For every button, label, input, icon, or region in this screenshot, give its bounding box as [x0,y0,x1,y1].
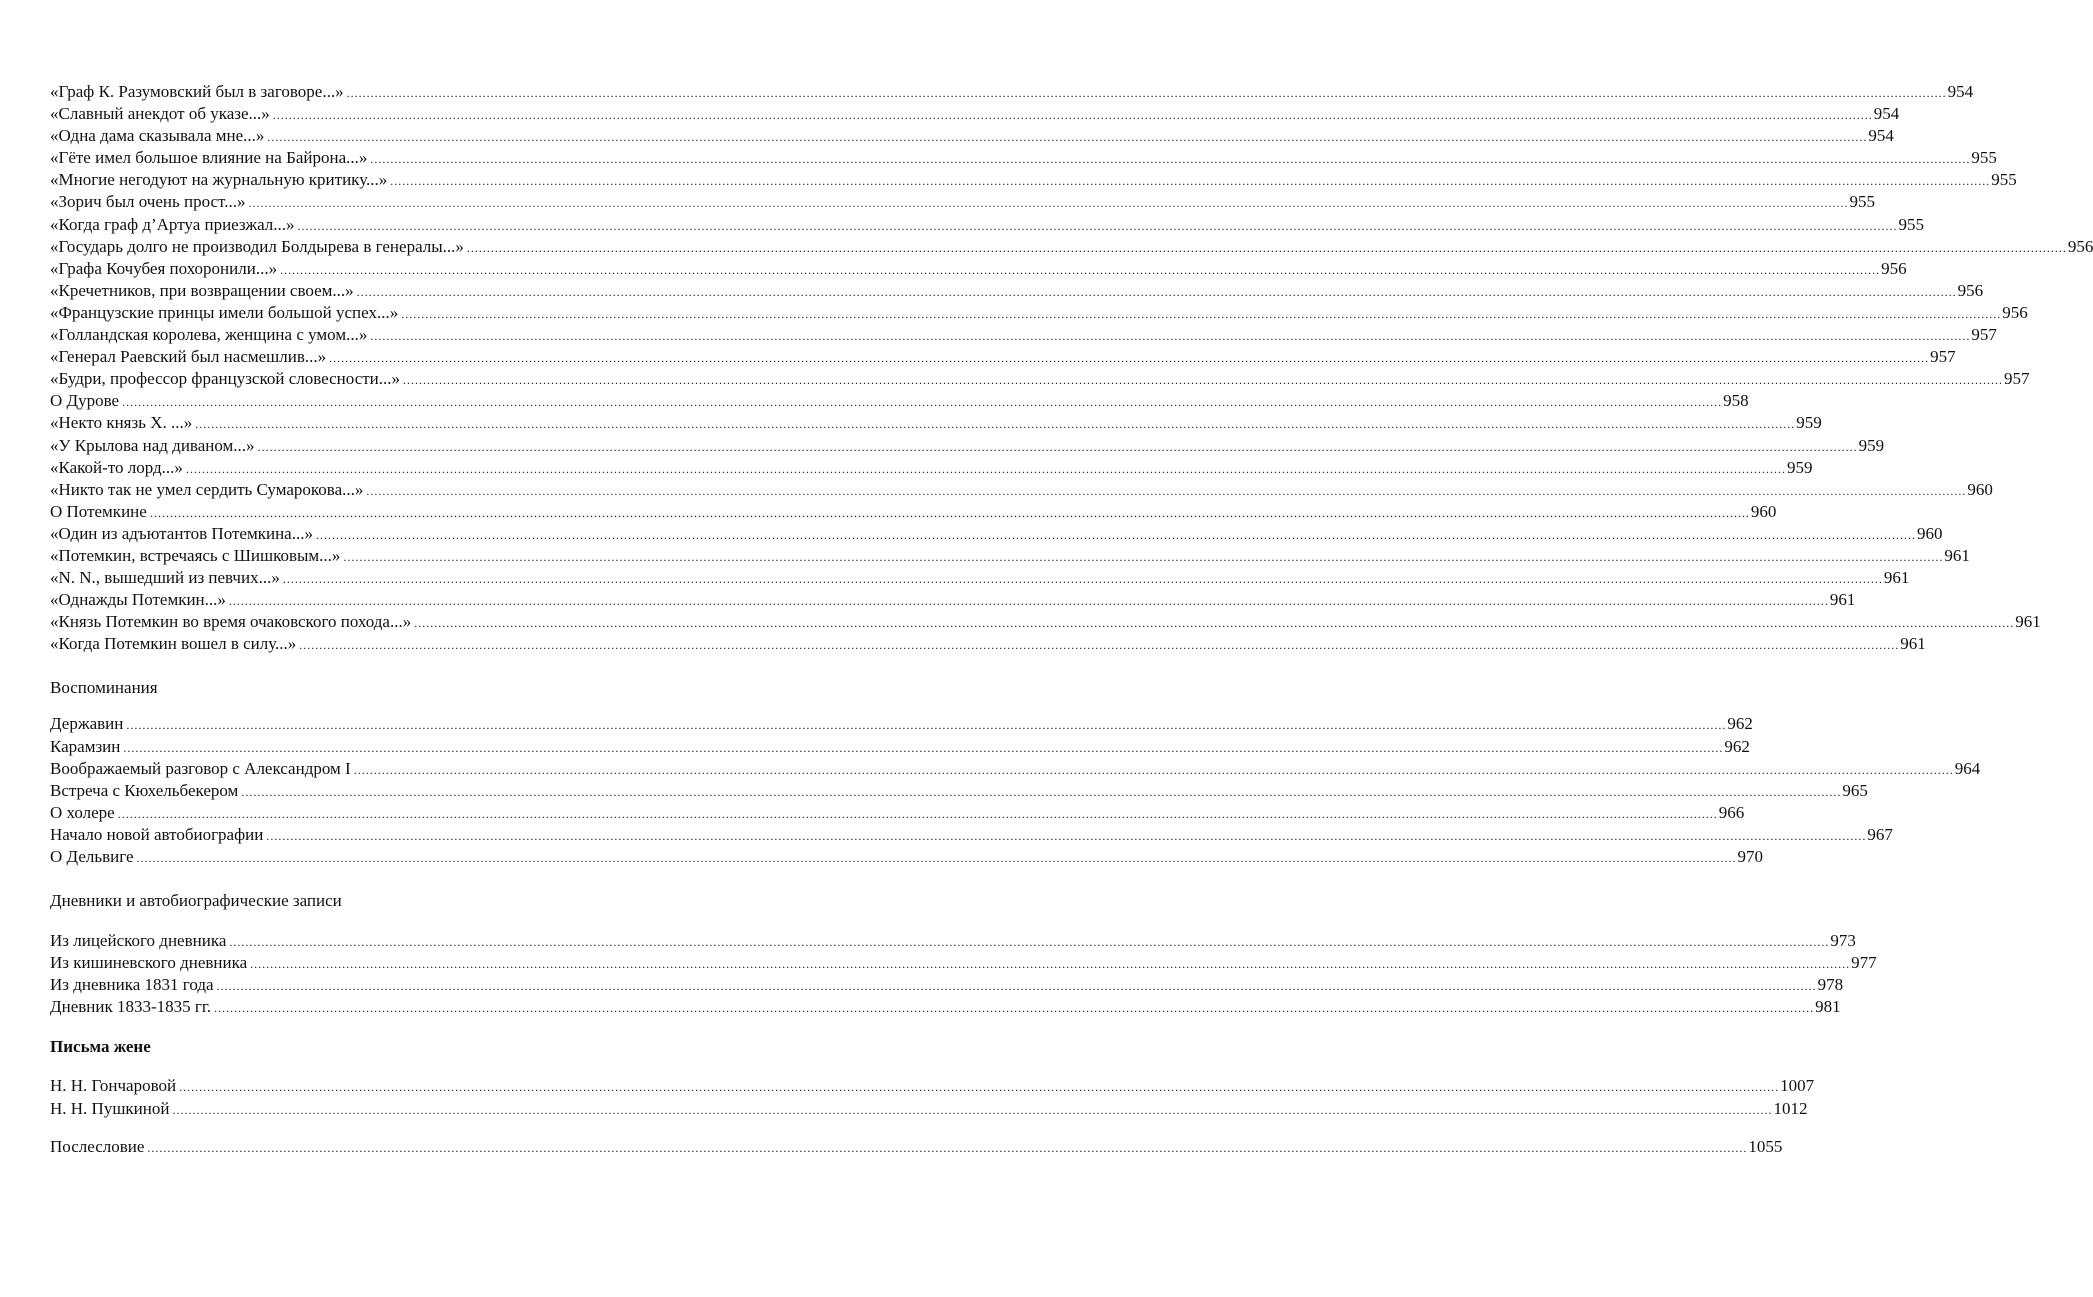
entry-title: «Граф К. Разумовский был в заговоре...» [50,82,344,101]
entry-page: 959 [1786,457,1813,477]
entry-page: 961 [1900,634,1926,654]
toc-entry [50,501,1777,523]
entry-title: Встреча с Кюхельбекером [50,780,239,800]
toc-entry [50,758,1981,780]
toc-entry [50,1098,1808,1120]
leader-dots: ................................................................................................................................................................................................................................................................................................................................................................................................................ [122,395,1723,410]
toc-entry [50,479,1993,501]
toc-entry [50,236,2093,258]
entry-title: «Генерал Раевский был насмешлив...» [50,347,327,367]
letters-section [50,1075,1815,1119]
entry-title: Из дневника 1831 года [50,975,214,995]
entry-page: 1055 [1748,1136,1783,1156]
leader-dots: ................................................................................................................................................................................................................................................................................................................................................................................................................ [228,594,1829,609]
memoirs-heading: Воспоминания [50,678,158,698]
toc-entry [50,824,1893,846]
entry-title: Карамзин [50,736,121,756]
entry-page: 956 [2067,236,2093,256]
toc-entry [50,611,2041,633]
entry-page: 977 [1851,953,1877,973]
leader-dots: ................................................................................................................................................................................................................................................................................................................................................................................................................ [346,86,1947,100]
toc-entry [50,412,1822,434]
entry-page: 959 [1796,413,1822,433]
entry-title: Из кишиневского дневника [50,953,248,973]
entry-page: 962 [1727,714,1753,734]
entry-page: 973 [1830,931,1856,951]
entry-page: 1007 [1780,1076,1815,1096]
entry-page: 978 [1817,975,1844,995]
entry-title: «Славный анекдот об указе...» [50,104,270,124]
entry-title: «Потемкин, встречаясь с Шишковым...» [50,545,341,565]
leader-dots: ................................................................................................................................................................................................................................................................................................................................................................................................................ [370,152,1971,167]
entry-title: «Зорич был очень прост...» [50,192,246,212]
entry-title: «Одна дама сказывала мне...» [50,126,265,146]
table-of-contents [50,81,2093,1158]
entry-page: 959 [1858,435,1885,455]
toc-entry [50,147,1997,169]
toc-entry [50,523,1943,545]
leader-dots: ................................................................................................................................................................................................................................................................................................................................................................................................................ [123,740,1724,755]
toc-entry [50,125,1894,147]
entry-page: 955 [1971,148,1997,168]
leader-dots: ................................................................................................................................................................................................................................................................................................................................................................................................................ [216,979,1817,994]
entry-page: 965 [1842,780,1868,800]
leader-dots: ................................................................................................................................................................................................................................................................................................................................................................................................................ [297,218,1898,233]
diaries-heading: Дневники и автобиографические записи [50,891,342,911]
letters-heading: Письма жене [50,1037,151,1057]
toc-entry [50,258,1907,280]
toc-entry [50,930,1856,952]
toc-entry [50,633,1926,655]
toc-entry [50,974,1844,996]
entry-page: 961 [1829,590,1856,610]
toc-entry [50,736,1750,758]
entry-page: 957 [2004,369,2030,389]
entry-page: 956 [1881,258,1907,278]
entry-page: 955 [1849,192,1875,212]
entry-title: Державин [50,714,124,734]
entry-title: «Многие негодуют на журнальную критику...» [50,170,388,190]
toc-entry [50,457,1813,479]
toc-entry [50,846,1764,868]
entry-page: 970 [1737,847,1764,866]
entry-title: Дневник 1833-1835 гг. [50,997,212,1017]
toc-entry [50,302,2028,324]
entry-title: Н. Н. Пушкиной [50,1098,170,1118]
entry-page: 954 [1868,126,1894,146]
entry-title: «Никто так не умел сердить Сумарокова...» [50,479,364,499]
entry-page: 960 [1967,479,1993,499]
memoirs-section [50,713,1981,868]
entry-title: «Один из адъютантов Потемкина...» [50,523,313,543]
leader-dots: ................................................................................................................................................................................................................................................................................................................................................................................................................ [356,284,1957,299]
entry-page: 960 [1916,523,1943,543]
leader-dots: ................................................................................................................................................................................................................................................................................................................................................................................................................ [229,935,1830,950]
leader-dots: ................................................................................................................................................................................................................................................................................................................................................................................................................ [266,828,1867,843]
entry-title: «Однажды Потемкин...» [50,590,226,610]
leader-dots: ................................................................................................................................................................................................................................................................................................................................................................................................................ [329,351,1930,366]
toc-entry [50,81,1974,103]
leader-dots: ................................................................................................................................................................................................................................................................................................................................................................................................................ [149,505,1750,520]
entry-title: «Какой-то лорд...» [50,457,183,477]
entry-title: «N. N., вышедший из певчих...» [50,568,280,588]
entry-title: Н. Н. Гончаровой [50,1076,177,1096]
leader-dots: ................................................................................................................................................................................................................................................................................................................................................................................................................ [280,262,1881,277]
entry-page: 955 [1991,170,2017,190]
entry-page: 961 [1883,568,1910,588]
leader-dots: ................................................................................................................................................................................................................................................................................................................................................................................................................ [241,784,1842,799]
leader-dots: ................................................................................................................................................................................................................................................................................................................................................................................................................ [250,957,1851,972]
leader-dots: ................................................................................................................................................................................................................................................................................................................................................................................................................ [179,1080,1780,1095]
entry-title: О холере [50,802,115,822]
leader-dots: ................................................................................................................................................................................................................................................................................................................................................................................................................ [117,806,1718,821]
leader-dots: ................................................................................................................................................................................................................................................................................................................................................................................................................ [414,616,2015,631]
entry-title: «Кречетников, при возвращении своем...» [50,280,354,300]
leader-dots: ................................................................................................................................................................................................................................................................................................................................................................................................................ [126,718,1727,733]
toc-entry [50,589,1856,611]
toc-entry [50,802,1745,824]
entry-title: Воображаемый разговор с Александром I [50,758,351,778]
entry-title: «Когда граф д’Артуа приезжал...» [50,214,295,234]
entry-title: Начало новой автобиографии [50,824,264,844]
entry-title: «Некто князь Х. ...» [50,413,193,433]
leader-dots: ................................................................................................................................................................................................................................................................................................................................................................................................................ [353,762,1954,777]
leader-dots: ................................................................................................................................................................................................................................................................................................................................................................................................................ [272,108,1873,123]
leader-dots: ................................................................................................................................................................................................................................................................................................................................................................................................................ [403,373,2004,388]
toc-entry-afterword [50,1136,1783,1158]
leader-dots: ................................................................................................................................................................................................................................................................................................................................................................................................................ [248,196,1849,211]
entry-page: 966 [1718,802,1745,822]
toc-entry [50,780,1868,802]
entry-title: «Графа Кочубея похоронили...» [50,258,278,278]
leader-dots: ................................................................................................................................................................................................................................................................................................................................................................................................................ [315,527,1916,542]
leader-dots: ................................................................................................................................................................................................................................................................................................................................................................................................................ [172,1102,1773,1117]
entry-title: О Потемкине [50,501,147,521]
entry-page: 961 [2015,612,2041,632]
entry-title: «Голландская королева, женщина с умом...» [50,325,368,345]
entry-title: «Государь долго не производил Болдырева в генералы...» [50,236,464,256]
leader-dots: ................................................................................................................................................................................................................................................................................................................................................................................................................ [282,572,1883,587]
entry-title: О Дурове [50,391,120,411]
leader-dots: ................................................................................................................................................................................................................................................................................................................................................................................................................ [147,1140,1748,1155]
entry-page: 956 [1957,280,1984,300]
toc-entry [50,567,1910,589]
entry-title: «Гёте имел большое влияние на Байрона...» [50,148,368,168]
leader-dots: ................................................................................................................................................................................................................................................................................................................................................................................................................ [195,417,1796,432]
leader-dots: ................................................................................................................................................................................................................................................................................................................................................................................................................ [299,638,1900,653]
leader-dots: ................................................................................................................................................................................................................................................................................................................................................................................................................ [370,329,1971,344]
entry-page: 957 [1971,325,1997,345]
leader-dots: ................................................................................................................................................................................................................................................................................................................................................................................................................ [257,439,1858,454]
toc-entry [50,346,1956,368]
toc-entry [50,280,1984,302]
leader-dots: ................................................................................................................................................................................................................................................................................................................................................................................................................ [185,461,1786,476]
entry-title: «Когда Потемкин вошел в силу...» [50,634,297,654]
anecdotes-section [50,81,2093,655]
entry-page: 954 [1947,82,1974,101]
entry-page: 958 [1723,391,1749,411]
entry-page: 962 [1724,736,1750,756]
toc-entry [50,390,1749,412]
toc-entry [50,214,1925,236]
entry-title: «У Крылова над диваном...» [50,435,255,455]
toc-entry [50,1075,1815,1097]
entry-page: 961 [1944,545,1970,565]
toc-entry [50,324,1997,346]
entry-page: 954 [1873,104,1900,124]
toc-entry [50,545,1970,567]
leader-dots: ................................................................................................................................................................................................................................................................................................................................................................................................................ [214,1001,1815,1016]
entry-page: 956 [2002,302,2028,322]
entry-page: 960 [1750,501,1777,521]
toc-entry [50,368,2030,390]
toc-entry [50,713,1753,735]
entry-page: 957 [1930,347,1956,367]
toc-entry [50,103,1900,125]
entry-title: О Дельвиге [50,847,134,866]
leader-dots: ................................................................................................................................................................................................................................................................................................................................................................................................................ [466,240,2067,255]
entry-page: 981 [1815,997,1841,1017]
entry-title: «Французские принцы имели большой успех...» [50,302,399,322]
toc-entry [50,191,1875,213]
toc-entry [50,952,1877,974]
leader-dots: ................................................................................................................................................................................................................................................................................................................................................................................................................ [401,306,2002,321]
entry-page: 967 [1867,824,1893,844]
leader-dots: ................................................................................................................................................................................................................................................................................................................................................................................................................ [366,483,1967,498]
toc-entry [50,169,2017,191]
leader-dots: ................................................................................................................................................................................................................................................................................................................................................................................................................ [390,174,1991,189]
leader-dots: ................................................................................................................................................................................................................................................................................................................................................................................................................ [136,851,1737,865]
leader-dots: ................................................................................................................................................................................................................................................................................................................................................................................................................ [267,130,1868,145]
leader-dots: ................................................................................................................................................................................................................................................................................................................................................................................................................ [343,549,1944,564]
entry-page: 955 [1898,214,1925,234]
entry-title: «Будри, профессор французской словесности...» [50,369,401,389]
entry-page: 964 [1954,758,1981,778]
entry-title: «Князь Потемкин во время очаковского похода...» [50,612,412,632]
entry-title: Из лицейского дневника [50,931,227,951]
diaries-section [50,930,1877,1018]
toc-entry [50,996,1841,1018]
entry-page: 1012 [1773,1098,1808,1118]
entry-title: Послесловие [50,1136,145,1156]
toc-entry [50,435,1885,457]
